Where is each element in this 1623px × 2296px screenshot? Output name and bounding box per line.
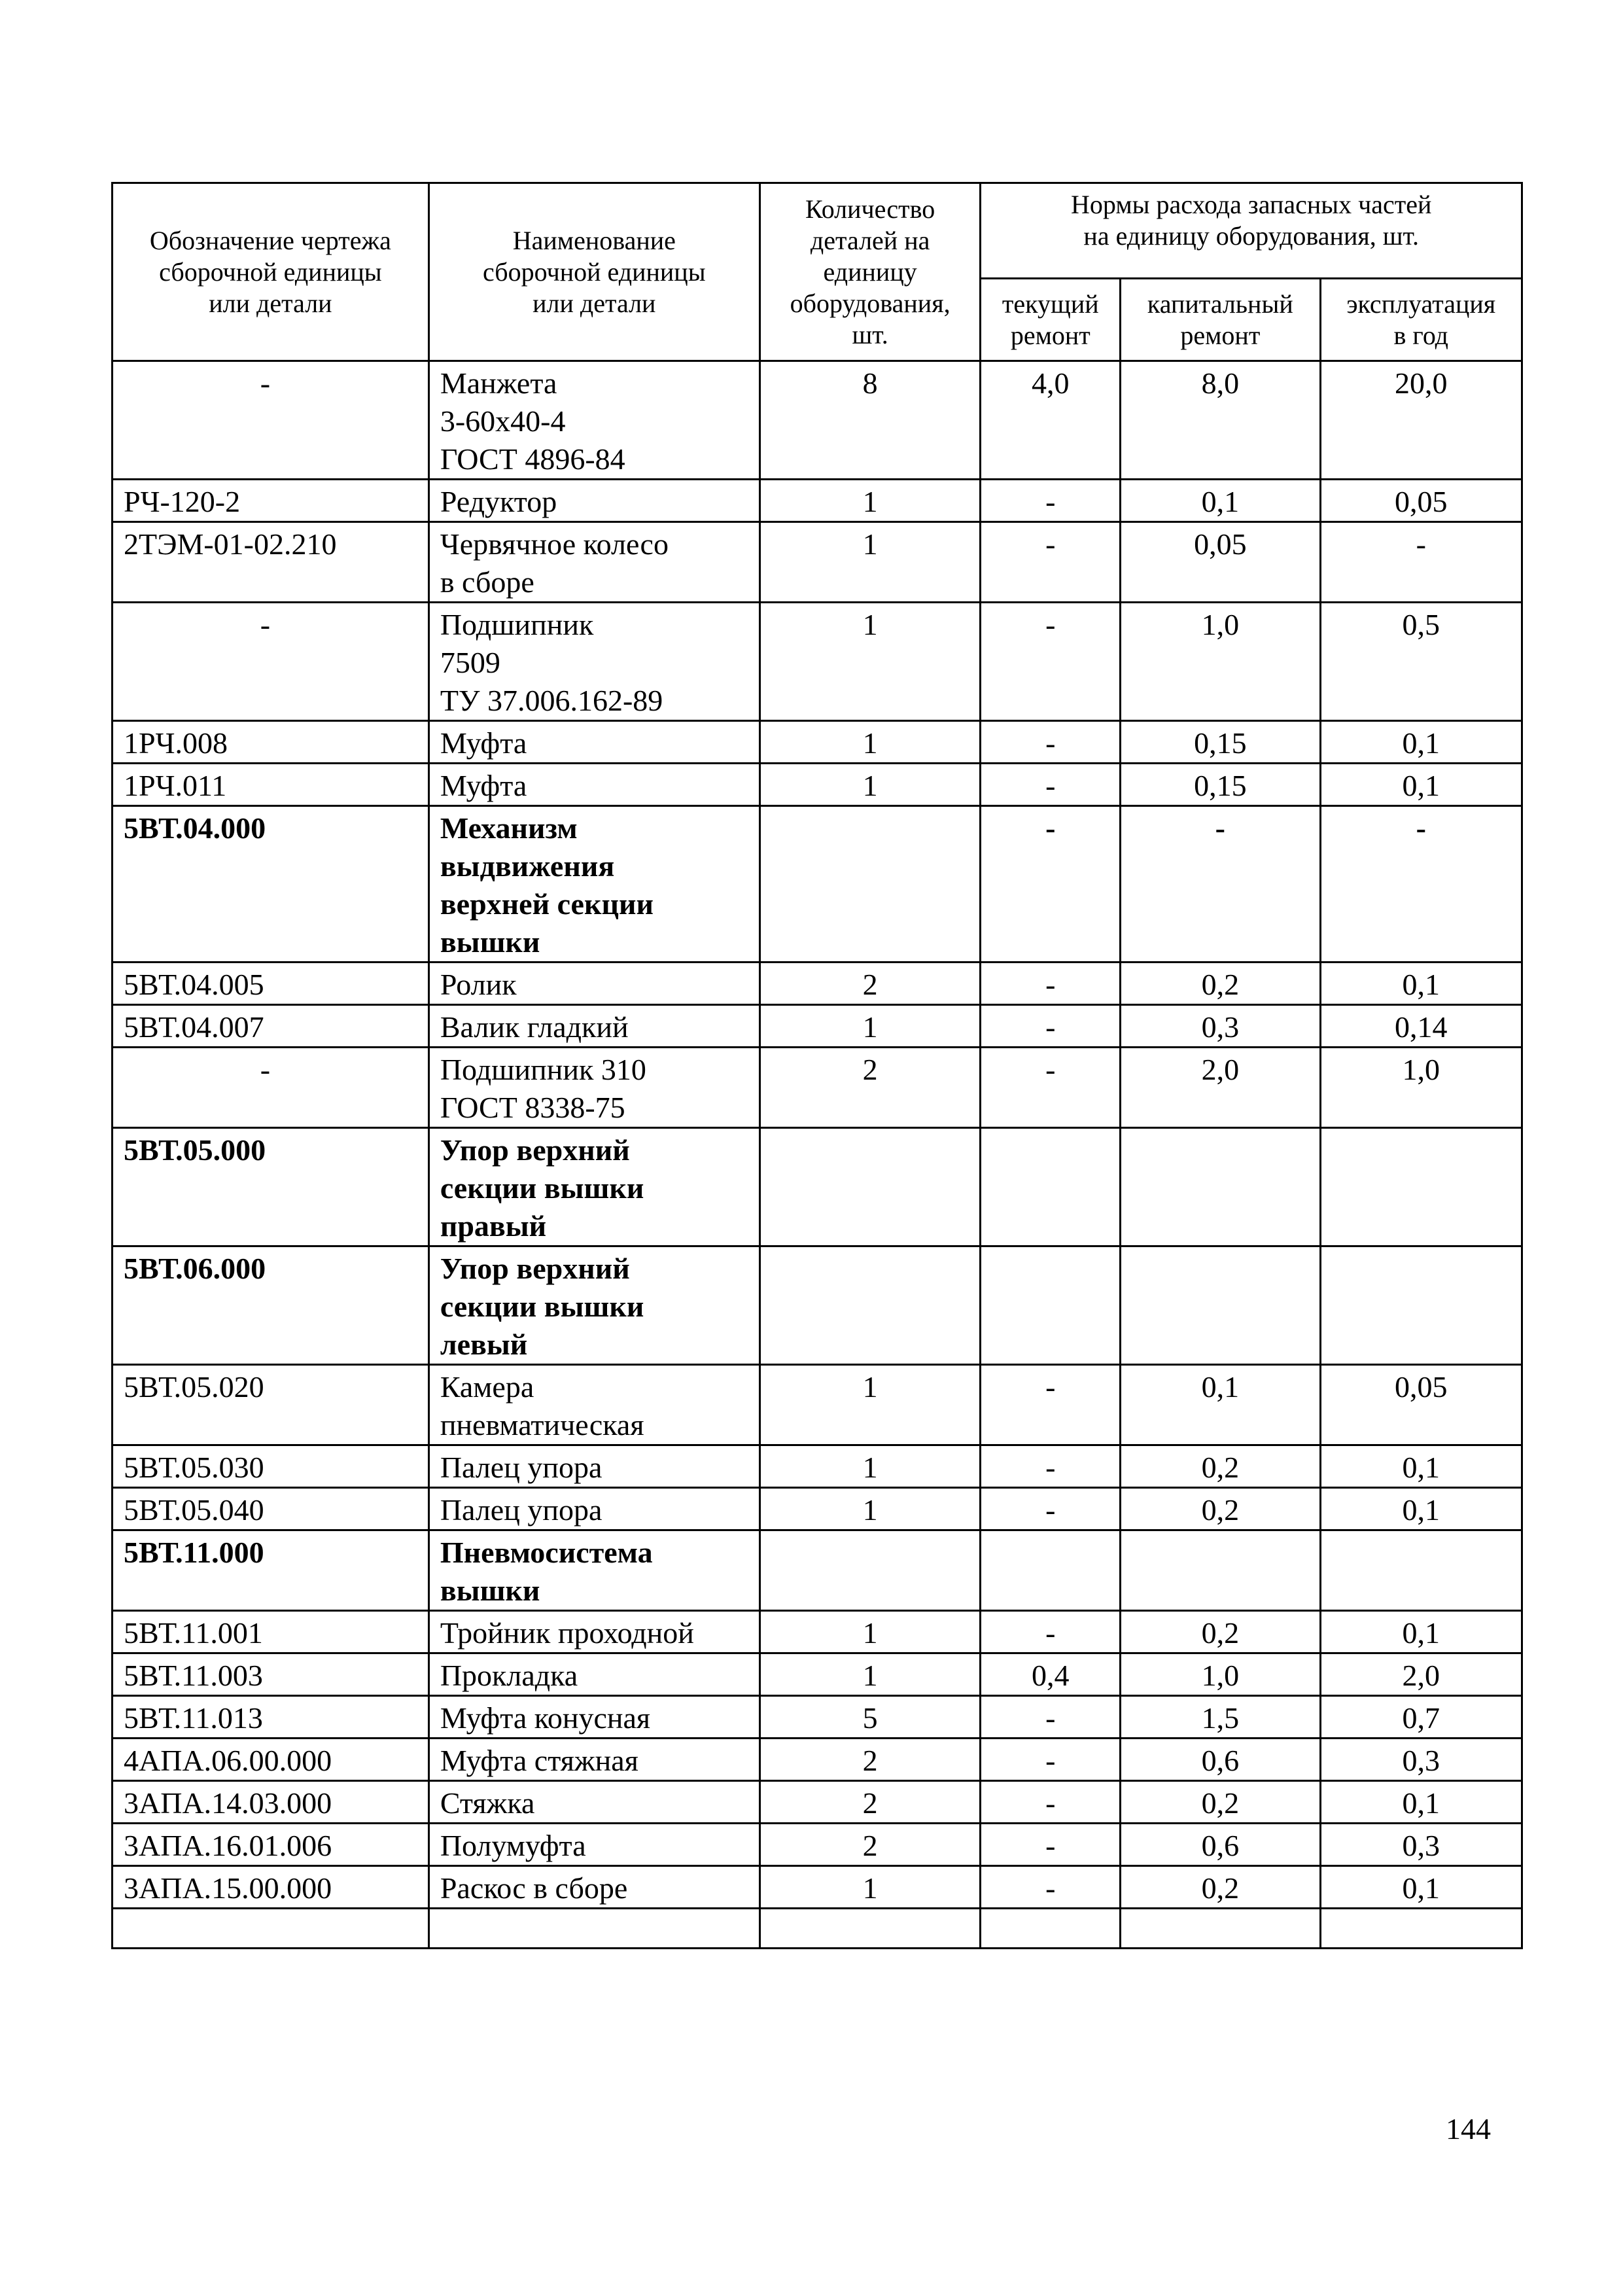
capital-repair-cell: 0,15 <box>1121 764 1320 806</box>
designation-cell: - <box>113 361 429 480</box>
capital-repair-cell: 0,2 <box>1121 1866 1320 1909</box>
capital-repair-cell <box>1121 1128 1320 1246</box>
operation-per-year-cell: 0,14 <box>1320 1005 1522 1048</box>
name-cell: Упор верхний секции вышки правый <box>428 1128 759 1246</box>
designation-cell: 4АПА.06.00.000 <box>113 1739 429 1781</box>
current-repair-cell <box>981 1530 1121 1611</box>
designation-cell: 5ВТ.05.000 <box>113 1128 429 1246</box>
capital-repair-cell: 0,1 <box>1121 480 1320 522</box>
capital-repair-cell: 0,2 <box>1121 1611 1320 1653</box>
name-cell: Подшипник 7509 ТУ 37.006.162-89 <box>428 603 759 721</box>
name-cell: Муфта конусная <box>428 1696 759 1739</box>
quantity-cell: 2 <box>759 1824 981 1866</box>
designation-cell: 1РЧ.011 <box>113 764 429 806</box>
name-cell: Прокладка <box>428 1653 759 1696</box>
designation-cell: 5ВТ.11.000 <box>113 1530 429 1611</box>
designation-cell: 3АПА.14.03.000 <box>113 1781 429 1824</box>
header-current-repair: текущий ремонт <box>981 279 1121 361</box>
name-cell: Упор верхний секции вышки левый <box>428 1246 759 1365</box>
current-repair-cell: - <box>981 1824 1121 1866</box>
name-cell: Полумуфта <box>428 1824 759 1866</box>
table-row <box>113 1866 1522 1909</box>
current-repair-cell: - <box>981 1781 1121 1824</box>
empty-table-row <box>113 1909 1522 1949</box>
table-row <box>113 1365 1522 1445</box>
table-row <box>113 1739 1522 1781</box>
operation-per-year-cell: 0,1 <box>1320 963 1522 1005</box>
operation-per-year-cell: 20,0 <box>1320 361 1522 480</box>
current-repair-cell: - <box>981 721 1121 764</box>
quantity-cell: 1 <box>759 480 981 522</box>
page-number: 144 <box>1446 2112 1491 2146</box>
operation-per-year-cell: 0,1 <box>1320 1866 1522 1909</box>
current-repair-cell: - <box>981 806 1121 963</box>
name-cell: Валик гладкий <box>428 1005 759 1048</box>
name-cell: Раскос в сборе <box>428 1866 759 1909</box>
operation-per-year-cell: 0,1 <box>1320 764 1522 806</box>
capital-repair-cell: 0,6 <box>1121 1739 1320 1781</box>
name-cell: Редуктор <box>428 480 759 522</box>
designation-cell: 2ТЭМ-01-02.210 <box>113 522 429 603</box>
name-cell: Червячное колесо в сборе <box>428 522 759 603</box>
current-repair-cell: - <box>981 1488 1121 1530</box>
name-cell: Камера пневматическая <box>428 1365 759 1445</box>
capital-repair-cell: 0,15 <box>1121 721 1320 764</box>
operation-per-year-cell: 2,0 <box>1320 1653 1522 1696</box>
designation-cell: 5ВТ.04.005 <box>113 963 429 1005</box>
capital-repair-cell: 2,0 <box>1121 1048 1320 1128</box>
table-body <box>113 361 1522 1949</box>
table-row <box>113 1781 1522 1824</box>
table-row <box>113 1488 1522 1530</box>
table-row <box>113 603 1522 721</box>
operation-per-year-cell: 0,1 <box>1320 1611 1522 1653</box>
header-name: Наименование сборочной единицы или детали <box>428 183 759 361</box>
current-repair-cell: 0,4 <box>981 1653 1121 1696</box>
quantity-cell <box>759 1246 981 1365</box>
operation-per-year-cell: 0,5 <box>1320 603 1522 721</box>
name-cell: Муфта <box>428 764 759 806</box>
current-repair-cell: - <box>981 963 1121 1005</box>
quantity-cell: 8 <box>759 361 981 480</box>
capital-repair-cell: 0,3 <box>1121 1005 1320 1048</box>
table-row <box>113 1246 1522 1365</box>
operation-per-year-cell: - <box>1320 522 1522 603</box>
quantity-cell: 1 <box>759 1611 981 1653</box>
operation-per-year-cell: 0,1 <box>1320 1781 1522 1824</box>
name-cell: Стяжка <box>428 1781 759 1824</box>
operation-per-year-cell: 0,1 <box>1320 721 1522 764</box>
current-repair-cell: - <box>981 1739 1121 1781</box>
operation-per-year-cell <box>1320 1128 1522 1246</box>
table-row <box>113 1653 1522 1696</box>
name-cell: Муфта стяжная <box>428 1739 759 1781</box>
quantity-cell: 1 <box>759 1005 981 1048</box>
current-repair-cell: - <box>981 764 1121 806</box>
capital-repair-cell: - <box>1121 806 1320 963</box>
current-repair-cell <box>981 1128 1121 1246</box>
quantity-cell: 1 <box>759 1365 981 1445</box>
designation-cell: - <box>113 603 429 721</box>
designation-cell: 5ВТ.04.000 <box>113 806 429 963</box>
current-repair-cell: - <box>981 1866 1121 1909</box>
table-row <box>113 480 1522 522</box>
quantity-cell <box>759 1530 981 1611</box>
name-cell: Манжета 3-60х40-4 ГОСТ 4896-84 <box>428 361 759 480</box>
quantity-cell <box>759 806 981 963</box>
current-repair-cell: 4,0 <box>981 361 1121 480</box>
quantity-cell: 1 <box>759 721 981 764</box>
designation-cell: 5ВТ.11.013 <box>113 1696 429 1739</box>
empty-cell <box>1320 1909 1522 1949</box>
operation-per-year-cell: 0,3 <box>1320 1824 1522 1866</box>
header-quantity: Количество деталей на единицу оборудования, шт. <box>759 183 981 361</box>
designation-cell: - <box>113 1048 429 1128</box>
capital-repair-cell: 0,6 <box>1121 1824 1320 1866</box>
name-cell: Механизм выдвижения верхней секции вышки <box>428 806 759 963</box>
designation-cell: 5ВТ.06.000 <box>113 1246 429 1365</box>
operation-per-year-cell: - <box>1320 806 1522 963</box>
name-cell: Муфта <box>428 721 759 764</box>
operation-per-year-cell: 0,1 <box>1320 1445 1522 1488</box>
table-row <box>113 1048 1522 1128</box>
name-cell: Ролик <box>428 963 759 1005</box>
capital-repair-cell: 0,1 <box>1121 1365 1320 1445</box>
header-norms-group: Нормы расхода запасных частей на единицу оборудования, шт. <box>981 183 1522 279</box>
table-row <box>113 1696 1522 1739</box>
capital-repair-cell: 0,2 <box>1121 1781 1320 1824</box>
current-repair-cell: - <box>981 1005 1121 1048</box>
operation-per-year-cell: 0,05 <box>1320 480 1522 522</box>
table-row <box>113 1005 1522 1048</box>
capital-repair-cell: 0,2 <box>1121 1488 1320 1530</box>
designation-cell: 5ВТ.04.007 <box>113 1005 429 1048</box>
header-designation: Обозначение чертежа сборочной единицы или детали <box>113 183 429 361</box>
capital-repair-cell <box>1121 1530 1320 1611</box>
capital-repair-cell: 1,0 <box>1121 603 1320 721</box>
current-repair-cell: - <box>981 480 1121 522</box>
empty-cell <box>113 1909 429 1949</box>
table-row <box>113 1128 1522 1246</box>
designation-cell: 5ВТ.05.040 <box>113 1488 429 1530</box>
table-row <box>113 522 1522 603</box>
table-row <box>113 721 1522 764</box>
quantity-cell: 1 <box>759 603 981 721</box>
header-capital-repair: капитальный ремонт <box>1121 279 1320 361</box>
current-repair-cell: - <box>981 1696 1121 1739</box>
capital-repair-cell: 8,0 <box>1121 361 1320 480</box>
name-cell: Палец упора <box>428 1488 759 1530</box>
designation-cell: 5ВТ.05.020 <box>113 1365 429 1445</box>
table-row <box>113 1824 1522 1866</box>
table-row <box>113 1611 1522 1653</box>
designation-cell: 1РЧ.008 <box>113 721 429 764</box>
operation-per-year-cell <box>1320 1530 1522 1611</box>
empty-cell <box>428 1909 759 1949</box>
operation-per-year-cell <box>1320 1246 1522 1365</box>
table-row <box>113 806 1522 963</box>
capital-repair-cell <box>1121 1246 1320 1365</box>
quantity-cell <box>759 1128 981 1246</box>
capital-repair-cell: 0,2 <box>1121 963 1320 1005</box>
capital-repair-cell: 0,05 <box>1121 522 1320 603</box>
header-operation-per-year: эксплуатация в год <box>1320 279 1522 361</box>
designation-cell: 5ВТ.11.001 <box>113 1611 429 1653</box>
table-row <box>113 764 1522 806</box>
operation-per-year-cell: 0,3 <box>1320 1739 1522 1781</box>
quantity-cell: 1 <box>759 1488 981 1530</box>
current-repair-cell: - <box>981 1611 1121 1653</box>
quantity-cell: 1 <box>759 522 981 603</box>
quantity-cell: 1 <box>759 764 981 806</box>
quantity-cell: 1 <box>759 1866 981 1909</box>
quantity-cell: 2 <box>759 1739 981 1781</box>
table-row <box>113 361 1522 480</box>
designation-cell: РЧ-120-2 <box>113 480 429 522</box>
current-repair-cell: - <box>981 1445 1121 1488</box>
capital-repair-cell: 1,0 <box>1121 1653 1320 1696</box>
spare-parts-norms-table <box>111 182 1523 1949</box>
capital-repair-cell: 1,5 <box>1121 1696 1320 1739</box>
name-cell: Пневмосистема вышки <box>428 1530 759 1611</box>
quantity-cell: 2 <box>759 1781 981 1824</box>
capital-repair-cell: 0,2 <box>1121 1445 1320 1488</box>
operation-per-year-cell: 0,1 <box>1320 1488 1522 1530</box>
empty-cell <box>981 1909 1121 1949</box>
current-repair-cell: - <box>981 1048 1121 1128</box>
table-row <box>113 1530 1522 1611</box>
empty-cell <box>759 1909 981 1949</box>
current-repair-cell: - <box>981 603 1121 721</box>
quantity-cell: 1 <box>759 1653 981 1696</box>
name-cell: Палец упора <box>428 1445 759 1488</box>
quantity-cell: 2 <box>759 963 981 1005</box>
designation-cell: 3АПА.16.01.006 <box>113 1824 429 1866</box>
quantity-cell: 5 <box>759 1696 981 1739</box>
name-cell: Подшипник 310 ГОСТ 8338-75 <box>428 1048 759 1128</box>
designation-cell: 5ВТ.11.003 <box>113 1653 429 1696</box>
designation-cell: 5ВТ.05.030 <box>113 1445 429 1488</box>
current-repair-cell: - <box>981 522 1121 603</box>
quantity-cell: 1 <box>759 1445 981 1488</box>
designation-cell: 3АПА.15.00.000 <box>113 1866 429 1909</box>
operation-per-year-cell: 0,05 <box>1320 1365 1522 1445</box>
operation-per-year-cell: 0,7 <box>1320 1696 1522 1739</box>
empty-cell <box>1121 1909 1320 1949</box>
name-cell: Тройник проходной <box>428 1611 759 1653</box>
table-row <box>113 963 1522 1005</box>
quantity-cell: 2 <box>759 1048 981 1128</box>
current-repair-cell: - <box>981 1365 1121 1445</box>
table-row <box>113 1445 1522 1488</box>
current-repair-cell <box>981 1246 1121 1365</box>
operation-per-year-cell: 1,0 <box>1320 1048 1522 1128</box>
